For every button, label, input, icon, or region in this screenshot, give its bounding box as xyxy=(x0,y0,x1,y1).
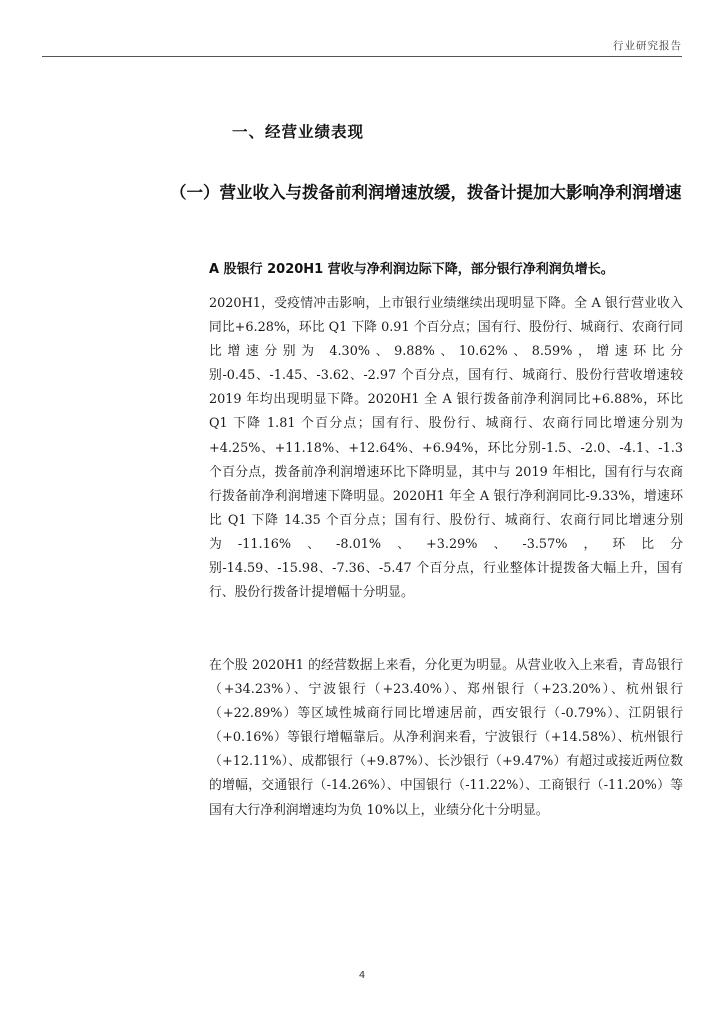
subsection-title: （一）营业收入与拨备前利润增速放缓，拨备计提加大影响净利润增速 xyxy=(170,183,682,202)
section-title: 一、经营业绩表现 xyxy=(232,123,365,141)
body-paragraph-1: 2020H1，受疫情冲击影响，上市银行业绩继续出现明显下降。全 A 银行营业收入同比+6.28%，环比 Q1 下降 0.91 个百分点；国有行、股份行、城商行、农商行同比增速分别为 4.30%、9.88%、10.62%、8.59%，增速环比分别-0.45、-1.45、-3.62、-2.97 个百分点，国有行、城商行、股份行营收增速较 2019 年均出现明显下降。2020H1 全 A 银行拨备前净利润同比+6.88%，环比 Q1 下降 1.81 个百分点；国有行、股份行、城商行、农商行同比增速分别为+4.25%、+11.18%、+12.64%、+6.94%，环比分别-1.5、-2.0、-4.1、-1.3 个百分点，拨备前净利润增速环比下降明显，其中与 2019 年相比，国有行与农商行拨备前净利润增速下降明显。2020H1 年全 A 银行净利润同比-9.33%，增速环比 Q1 下降 14.35 个百分点；国有行、股份行、城商行、农商行同比增速分别为-11.16%、-8.01%、+3.29%、-3.57%，环比分别-14.59、-15.98、-7.36、-5.47 个百分点，行业整体计提拨备大幅上升，国有行、股份行拨备计提增幅十分明显。 xyxy=(209,296,683,601)
lead-sentence: A 股银行 2020H1 营收与净利润边际下降，部分银行净利润负增长。 xyxy=(209,262,614,277)
page-number: 4 xyxy=(358,970,366,981)
header-divider xyxy=(42,56,682,57)
body-paragraph-2: 在个股 2020H1 的经营数据上来看，分化更为明显。从营业收入上来看，青岛银行（+34.23%）、宁波银行（+23.40%）、郑州银行（+23.20%）、杭州银行（+22.89%）等区域性城商行同比增速居前，西安银行（-0.79%）、江阴银行（+0.16%）等银行增幅靠后。从净利润来看，宁波银行（+14.58%）、杭州银行（+12.11%）、成都银行（+9.87%）、长沙银行（+9.47%）有超过或接近两位数的增幅，交通银行（-14.26%）、中国银行（-11.22%）、工商银行（-11.20%）等国有大行净利润增速均为负 10%以上，业绩分化十分明显。 xyxy=(209,658,683,818)
report-type-label: 行业研究报告 xyxy=(613,40,682,52)
